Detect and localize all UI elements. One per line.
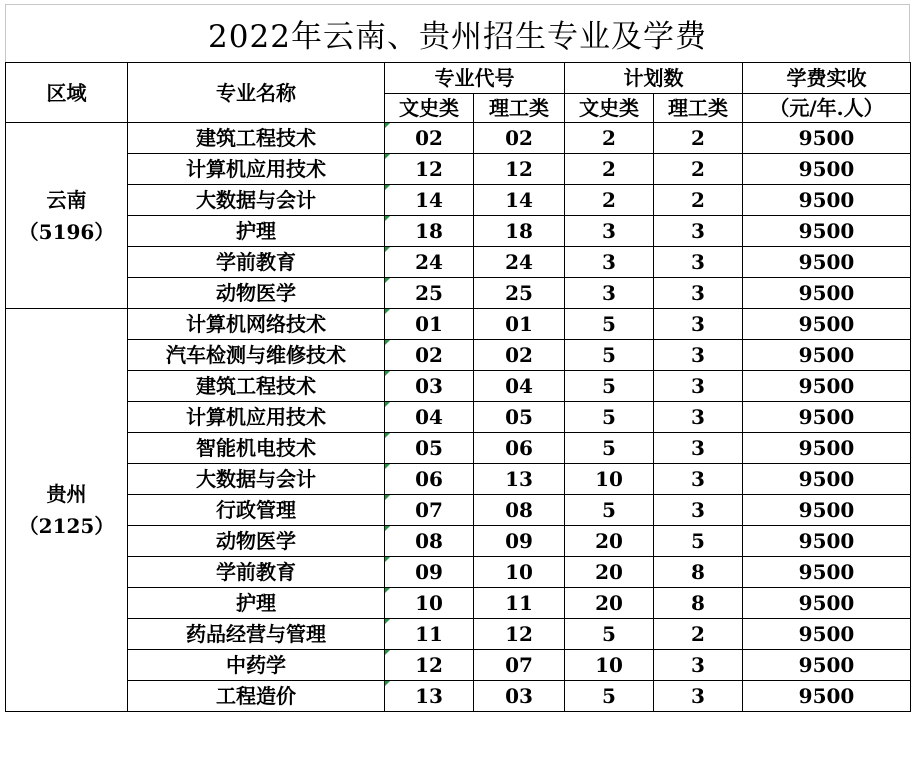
table-row <box>6 154 911 185</box>
plan-science-cell: 8 <box>654 588 743 619</box>
plan-science-cell: 2 <box>654 185 743 216</box>
plan-arts-cell: 20 <box>565 588 654 619</box>
major-name-cell: 大数据与会计 <box>128 185 385 216</box>
tuition-cell: 9500 <box>743 402 911 433</box>
table-row <box>6 247 911 278</box>
code-science-cell: 25 <box>474 278 565 309</box>
code-science-cell: 04 <box>474 371 565 402</box>
plan-arts-cell: 20 <box>565 526 654 557</box>
major-name-cell: 计算机应用技术 <box>128 402 385 433</box>
region-cell <box>6 309 128 712</box>
major-name-cell: 智能机电技术 <box>128 433 385 464</box>
code-science-cell: 13 <box>474 464 565 495</box>
table-row <box>6 619 911 650</box>
table-row <box>6 123 911 154</box>
code-science-cell: 11 <box>474 588 565 619</box>
enrollment-table <box>5 62 911 712</box>
region-name: 云南 <box>46 187 87 212</box>
table-row <box>6 371 911 402</box>
tuition-cell: 9500 <box>743 464 911 495</box>
plan-arts-cell: 10 <box>565 464 654 495</box>
code-arts-cell: 18 <box>385 216 474 247</box>
code-arts-cell: 12 <box>385 650 474 681</box>
code-science-cell: 02 <box>474 340 565 371</box>
plan-science-cell: 3 <box>654 495 743 526</box>
code-science-cell: 09 <box>474 526 565 557</box>
region-cell <box>6 123 128 309</box>
plan-arts-cell: 5 <box>565 309 654 340</box>
tuition-cell: 9500 <box>743 340 911 371</box>
code-arts-cell: 14 <box>385 185 474 216</box>
table-row <box>6 681 911 712</box>
code-science-cell: 01 <box>474 309 565 340</box>
code-arts-cell: 04 <box>385 402 474 433</box>
code-science-cell: 03 <box>474 681 565 712</box>
code-arts-cell: 05 <box>385 433 474 464</box>
code-arts-cell: 02 <box>385 340 474 371</box>
code-arts-cell: 10 <box>385 588 474 619</box>
code-science-cell: 12 <box>474 154 565 185</box>
code-arts-cell: 03 <box>385 371 474 402</box>
table-row <box>6 309 911 340</box>
tuition-cell: 9500 <box>743 588 911 619</box>
header-tuition-line2: （元/年.人） <box>743 94 911 123</box>
major-name-cell: 计算机网络技术 <box>128 309 385 340</box>
plan-arts-cell: 2 <box>565 185 654 216</box>
code-science-cell: 02 <box>474 123 565 154</box>
tuition-cell: 9500 <box>743 216 911 247</box>
tuition-cell: 9500 <box>743 495 911 526</box>
tuition-cell: 9500 <box>743 557 911 588</box>
code-arts-cell: 07 <box>385 495 474 526</box>
tuition-cell: 9500 <box>743 185 911 216</box>
table-row <box>6 402 911 433</box>
page-title: 2022年云南、贵州招生专业及学费 <box>5 4 910 62</box>
plan-science-cell: 3 <box>654 650 743 681</box>
table-body <box>6 123 911 712</box>
tuition-cell: 9500 <box>743 154 911 185</box>
region-name: 贵州 <box>46 482 87 506</box>
major-name-cell: 学前教育 <box>128 247 385 278</box>
plan-science-cell: 3 <box>654 402 743 433</box>
table-row <box>6 495 911 526</box>
plan-science-cell: 3 <box>654 278 743 309</box>
tuition-cell: 9500 <box>743 123 911 154</box>
plan-science-cell: 2 <box>654 123 743 154</box>
tuition-cell: 9500 <box>743 619 911 650</box>
table-row <box>6 588 911 619</box>
plan-science-cell: 3 <box>654 309 743 340</box>
plan-science-cell: 3 <box>654 340 743 371</box>
plan-science-cell: 3 <box>654 247 743 278</box>
tuition-cell: 9500 <box>743 371 911 402</box>
plan-arts-cell: 5 <box>565 340 654 371</box>
major-name-cell: 护理 <box>128 216 385 247</box>
plan-arts-cell: 3 <box>565 278 654 309</box>
region-total: （5196） <box>18 219 115 244</box>
code-science-cell: 18 <box>474 216 565 247</box>
code-arts-cell: 11 <box>385 619 474 650</box>
plan-science-cell: 5 <box>654 526 743 557</box>
major-name-cell: 动物医学 <box>128 526 385 557</box>
header-plan-arts: 文史类 <box>565 94 654 123</box>
major-name-cell: 药品经营与管理 <box>128 619 385 650</box>
major-name-cell: 中药学 <box>128 650 385 681</box>
plan-arts-cell: 3 <box>565 216 654 247</box>
major-name-cell: 大数据与会计 <box>128 464 385 495</box>
plan-arts-cell: 5 <box>565 495 654 526</box>
major-name-cell: 计算机应用技术 <box>128 154 385 185</box>
code-science-cell: 10 <box>474 557 565 588</box>
tuition-cell: 9500 <box>743 309 911 340</box>
code-arts-cell: 08 <box>385 526 474 557</box>
tuition-cell: 9500 <box>743 650 911 681</box>
major-name-cell: 汽车检测与维修技术 <box>128 340 385 371</box>
table-row <box>6 526 911 557</box>
header-code-science: 理工类 <box>474 94 565 123</box>
code-science-cell: 14 <box>474 185 565 216</box>
major-name-cell: 建筑工程技术 <box>128 123 385 154</box>
plan-arts-cell: 2 <box>565 154 654 185</box>
major-name-cell: 学前教育 <box>128 557 385 588</box>
tuition-cell: 9500 <box>743 433 911 464</box>
header-row-1 <box>6 63 911 94</box>
header-region: 区域 <box>6 63 128 123</box>
plan-arts-cell: 3 <box>565 247 654 278</box>
code-science-cell: 24 <box>474 247 565 278</box>
plan-arts-cell: 10 <box>565 650 654 681</box>
major-name-cell: 建筑工程技术 <box>128 371 385 402</box>
header-plan: 计划数 <box>565 63 743 94</box>
table-row <box>6 185 911 216</box>
plan-arts-cell: 2 <box>565 123 654 154</box>
code-science-cell: 06 <box>474 433 565 464</box>
plan-arts-cell: 5 <box>565 433 654 464</box>
code-science-cell: 07 <box>474 650 565 681</box>
code-science-cell: 08 <box>474 495 565 526</box>
plan-science-cell: 3 <box>654 371 743 402</box>
code-arts-cell: 01 <box>385 309 474 340</box>
plan-arts-cell: 5 <box>565 371 654 402</box>
plan-science-cell: 3 <box>654 433 743 464</box>
table-row <box>6 216 911 247</box>
table-row <box>6 464 911 495</box>
header-code: 专业代号 <box>385 63 565 94</box>
code-science-cell: 05 <box>474 402 565 433</box>
tuition-cell: 9500 <box>743 278 911 309</box>
table-row <box>6 650 911 681</box>
code-arts-cell: 02 <box>385 123 474 154</box>
header-tuition-line1: 学费实收 <box>743 63 911 94</box>
code-arts-cell: 09 <box>385 557 474 588</box>
major-name-cell: 动物医学 <box>128 278 385 309</box>
code-arts-cell: 12 <box>385 154 474 185</box>
document <box>5 4 910 712</box>
plan-science-cell: 2 <box>654 154 743 185</box>
code-arts-cell: 06 <box>385 464 474 495</box>
major-name-cell: 行政管理 <box>128 495 385 526</box>
plan-arts-cell: 5 <box>565 681 654 712</box>
plan-science-cell: 2 <box>654 619 743 650</box>
code-science-cell: 12 <box>474 619 565 650</box>
tuition-cell: 9500 <box>743 247 911 278</box>
table-row <box>6 340 911 371</box>
header-code-arts: 文史类 <box>385 94 474 123</box>
code-arts-cell: 13 <box>385 681 474 712</box>
header-major-name: 专业名称 <box>128 63 385 123</box>
code-arts-cell: 25 <box>385 278 474 309</box>
region-total: （2125） <box>18 514 115 538</box>
tuition-cell: 9500 <box>743 526 911 557</box>
plan-science-cell: 3 <box>654 681 743 712</box>
plan-science-cell: 3 <box>654 216 743 247</box>
major-name-cell: 护理 <box>128 588 385 619</box>
code-arts-cell: 24 <box>385 247 474 278</box>
tuition-cell: 9500 <box>743 681 911 712</box>
table-row <box>6 557 911 588</box>
plan-arts-cell: 5 <box>565 402 654 433</box>
table-row <box>6 278 911 309</box>
header-plan-science: 理工类 <box>654 94 743 123</box>
table-row <box>6 433 911 464</box>
plan-arts-cell: 5 <box>565 619 654 650</box>
major-name-cell: 工程造价 <box>128 681 385 712</box>
plan-science-cell: 8 <box>654 557 743 588</box>
plan-science-cell: 3 <box>654 464 743 495</box>
plan-arts-cell: 20 <box>565 557 654 588</box>
